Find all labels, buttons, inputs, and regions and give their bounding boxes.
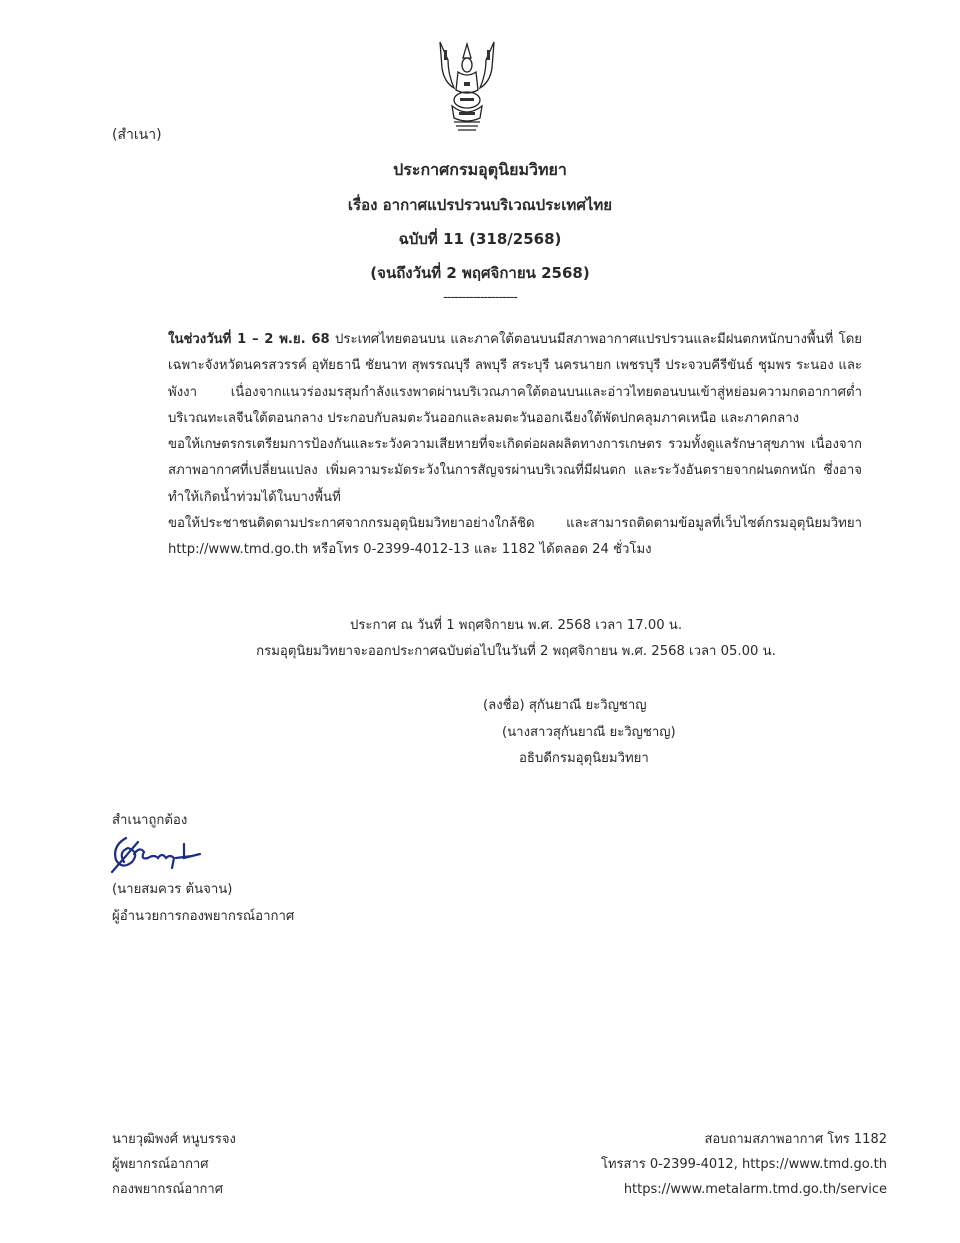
paragraph-situation xyxy=(112,327,862,432)
valid-until: (จนถึงวันที่ 2 พฤศจิกายน 2568) xyxy=(370,264,590,282)
contact-fax-website[interactable]: โทรสาร 0-2399-4012, https://www.tmd.go.th xyxy=(601,1157,887,1172)
announced-at: ประกาศ ณ วันที่ 1 พฤศจิกายน พ.ศ. 2568 เวลา 17.00 น. xyxy=(349,618,683,633)
paragraph-situation-text: ประเทศไทยตอนบน และภาคใต้ตอนบนมีสภาพอากาศแปรปรวนและมีฝนตกหนักบางพื้นที่ โดยเฉพาะจังหวัดนครสวรรค์ อุทัยธานี ชัยนาท สุพรรณบุรี ลพบุรี สระบุรี นครนายก เพชรบุรี ประจวบคีรีขันธ์ ชุมพร ระนอง และพังงา เนื่องจากแนวร่องมรสุมกำลังแรงพาดผ่านบริเวณภาคใต้ตอนบนและอ่าวไทยตอนบนเข้าสู่หย่อมความกดอากาศต่ำบริเวณทะเลจีนใต้ตอนกลาง ประกอบกับลมตะวันออกและลมตะวันออกเฉียงใต้พัดปกคลุมภาคเหนือ และภาคกลาง xyxy=(168,332,862,426)
contact-block xyxy=(601,1127,887,1202)
contact-hotline: สอบถามสภาพอากาศ โทร 1182 xyxy=(704,1132,887,1147)
paragraph-contact: ขอให้ประชาชนติดตามประกาศจากกรมอุตุนิยมวิทยาอย่างใกล้ชิด และสามารถติดตามข้อมูลที่เว็บไซต์กรมอุตุนิยมวิทยา http://www.tmd.go.th หรือโทร 0-2399-4012-13 และ 1182 ได้ตลอด 24 ชั่วโมง xyxy=(168,516,862,558)
certifier-position: ผู้อำนวยการกองพยากรณ์อากาศ xyxy=(112,909,295,924)
forecaster-block xyxy=(112,1127,236,1202)
copy-label: (สำเนา) xyxy=(112,127,162,143)
document-subject: เรื่อง อากาศแปรปรวนบริเวณประเทศไทย xyxy=(347,196,613,214)
signer-full-name: (นางสาวสุกันยาณี ยะวิญชาญ) xyxy=(502,725,676,740)
separator-line: -------------------- xyxy=(443,290,517,305)
paragraph-advice: ขอให้เกษตรกรเตรียมการป้องกันและระวังความเสียหายที่จะเกิดต่อผลผลิตทางการเกษตร รวมทั้งดูแลรักษาสุขภาพ เนื่องจากสภาพอากาศที่เปลี่ยนแปลง เพิ่มความระมัดระวังในการสัญจรผ่านบริเวณที่มีฝนตก และระวังอันตรายจากฝนตกหนัก ซึ่งอาจทำให้เกิดน้ำท่วมได้ในบางพื้นที่ xyxy=(168,437,862,505)
signer-signed: (ลงชื่อ) สุกันยาณี ยะวิญชาญ xyxy=(483,698,647,713)
announcement-body xyxy=(112,327,862,564)
certified-copy-label: สำเนาถูกต้อง xyxy=(112,813,188,828)
certifier-name: (นายสมควร ต้นจาน) xyxy=(112,882,233,897)
forecaster-role: ผู้พยากรณ์อากาศ xyxy=(112,1157,209,1172)
forecaster-division: กองพยากรณ์อากาศ xyxy=(112,1182,223,1197)
handwritten-signature-icon xyxy=(110,832,210,874)
contact-service-link[interactable]: https://www.metalarm.tmd.go.th/service xyxy=(623,1182,887,1197)
forecaster-name: นายวุฒิพงศ์ หนูบรรจง xyxy=(112,1132,236,1147)
signer-position: อธิบดีกรมอุตุนิยมวิทยา xyxy=(519,751,649,766)
garuda-emblem-icon xyxy=(434,38,500,136)
issue-number: ฉบับที่ 11 (318/2568) xyxy=(398,230,562,248)
date-range-bold: ในช่วงวันที่ 1 – 2 พ.ย. 68 xyxy=(168,332,330,347)
next-issue-note: กรมอุตุนิยมวิทยาจะออกประกาศฉบับต่อไปในวันที่ 2 พฤศจิกายน พ.ศ. 2568 เวลา 05.00 น. xyxy=(256,644,776,659)
document-title: ประกาศกรมอุตุนิยมวิทยา xyxy=(393,160,567,179)
